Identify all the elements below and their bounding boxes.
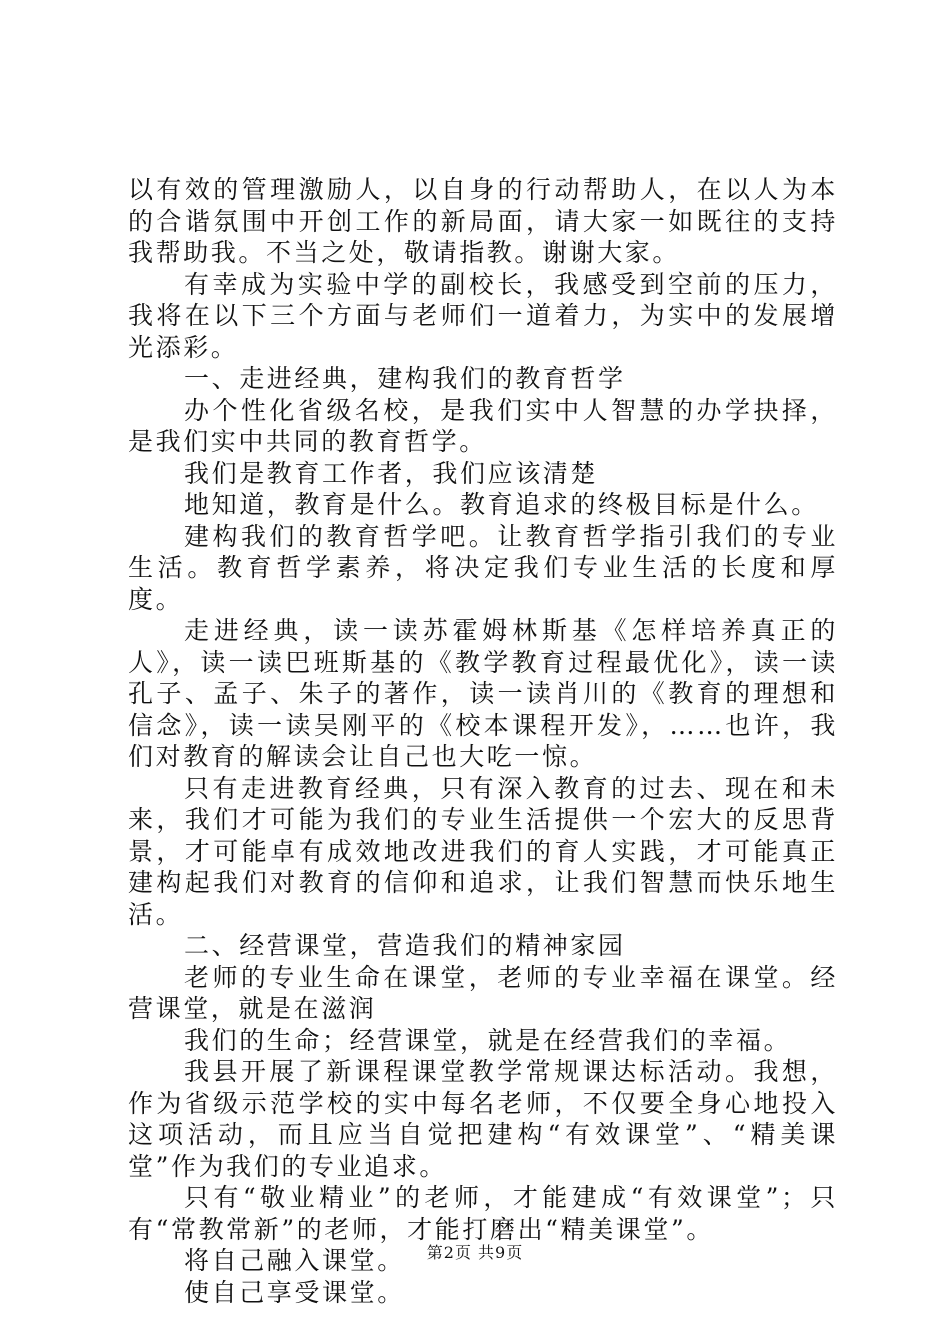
paragraph-13: 将自己融入课堂。 [184,1246,405,1275]
paragraph-8: 只有走进教育经典，只有深入教育的过去、现在和未来，我们才可能为我们的专业生活提供一个宏大的反思背景，才可能卓有成效地改进我们的育人实践，才可能真正建构起我们对教育的信仰和追求，让我们智慧而快乐地生活。 [128,773,838,929]
paragraph-4: 我们是教育工作者，我们应该清楚 [184,458,599,488]
paragraph-6: 建构我们的教育哲学吧。让教育哲学指引我们的专业生活。教育哲学素养，将决定我们专业生活的长度和厚度。 [128,521,838,614]
section-heading-1: 一、走进经典，建构我们的教育哲学 [184,364,626,393]
paragraph-3: 办个性化省级名校，是我们实中人智慧的办学抉择，是我们实中共同的教育哲学。 [128,395,838,456]
section-heading-2: 二、经营课堂，营造我们的精神家园 [184,931,626,960]
paragraph-5: 地知道，教育是什么。教育追求的终极目标是什么。 [184,490,819,519]
paragraph-1: 以有效的管理激励人，以自身的行动帮助人，在以人为本的合谐氛围中开创工作的新局面，请大家一如既往的支持我帮助我。不当之处，敬请指教。谢谢大家。 [128,175,838,267]
paragraph-7: 走进经典，读一读苏霍姆林斯基《怎样培养真正的人》，读一读巴班斯基的《教学教育过程最优化》，读一读孔子、孟子、朱子的著作，读一读肖川的《教育的理想和信念》，读一读吴刚平的《校本课程开发》，……也许，我们对教育的解读会让自己也大吃一惊。 [128,616,838,771]
paragraph-9: 老师的专业生命在课堂，老师的专业幸福在课堂。经营课堂，就是在滋润 [128,962,838,1023]
paragraph-10: 我们的生命；经营课堂，就是在经营我们的幸福。 [184,1025,792,1055]
document-body [128,174,838,1308]
paragraph-11: 我县开展了新课程课堂教学常规课达标活动。我想，作为省级示范学校的实中每名老师，不仅要全身心地投入这项活动，而且应当自觉把建构“有效课堂”、“精美课堂”作为我们的专业追求。 [128,1057,838,1181]
paragraph-14: 使自己享受课堂。 [184,1277,405,1307]
paragraph-12: 只有“敬业精业”的老师，才能建成“有效课堂”；只有“常教常新”的老师，才能打磨出“精美课堂”。 [128,1183,838,1244]
page-footer: 第2页 共9页 [426,1243,524,1262]
paragraph-2: 有幸成为实验中学的副校长，我感受到空前的压力，我将在以下三个方面与老师们一道着力，为实中的发展增光添彩。 [128,269,838,362]
